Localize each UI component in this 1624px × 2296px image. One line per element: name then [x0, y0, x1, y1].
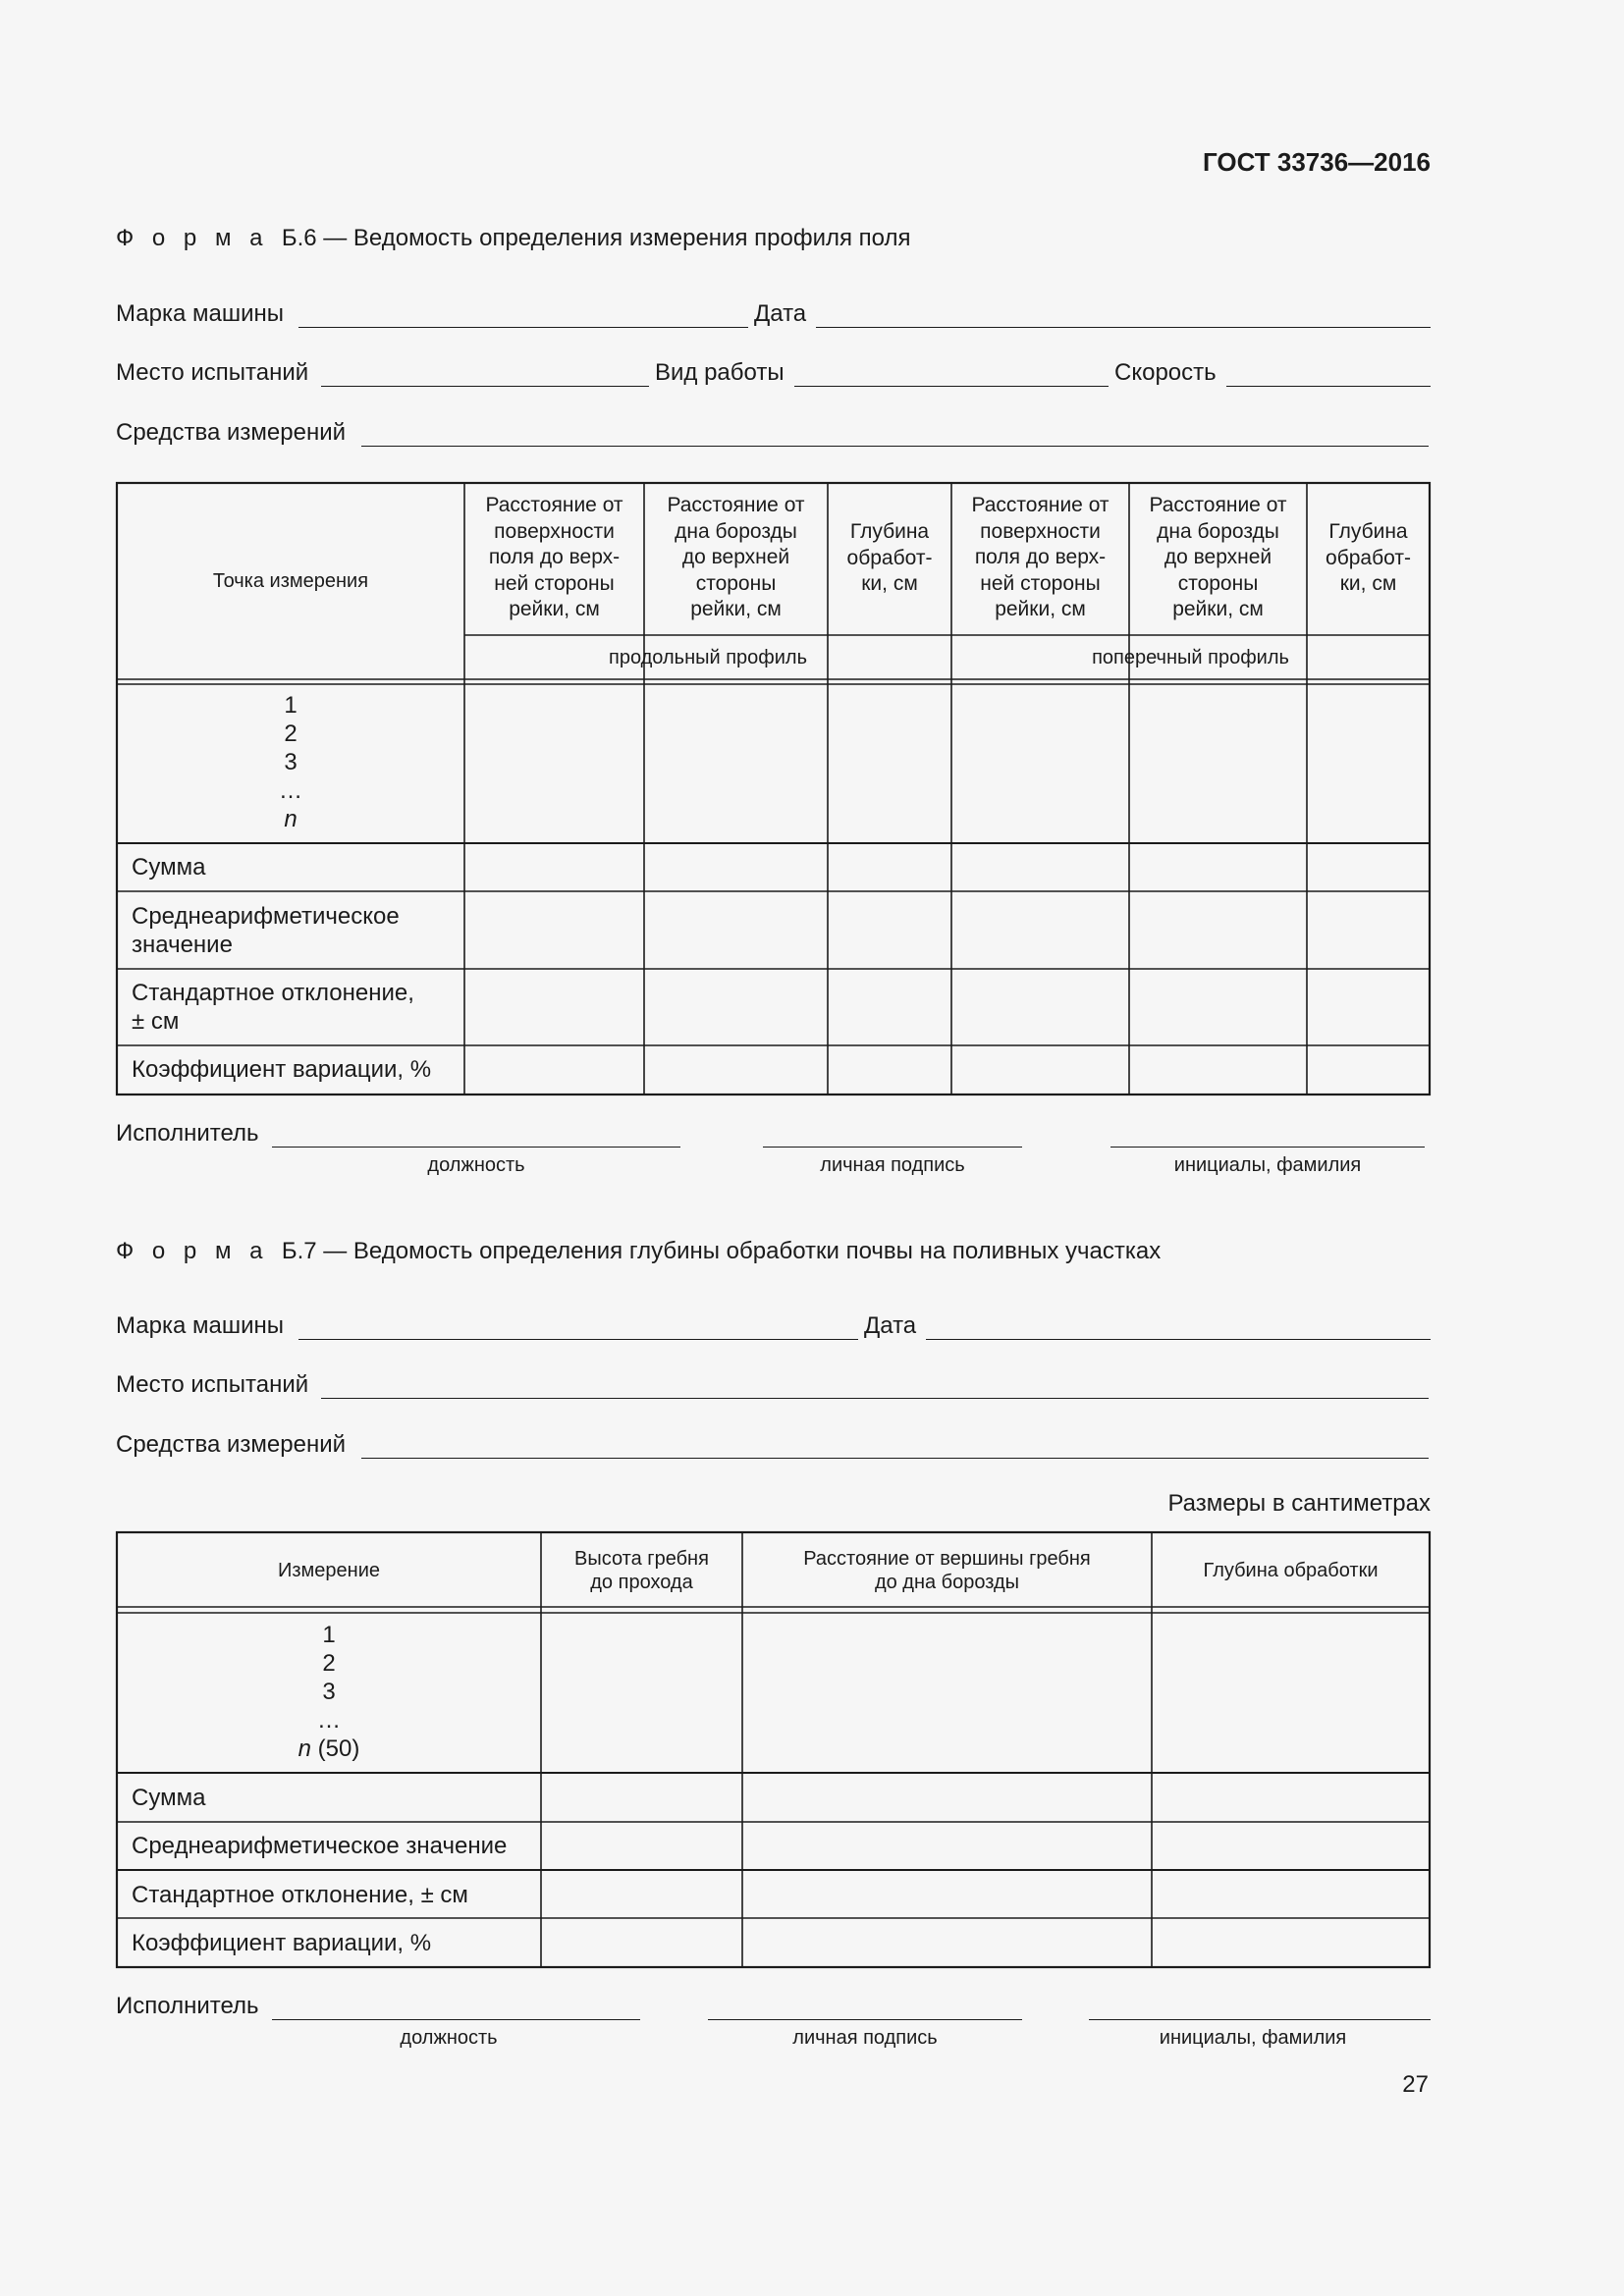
header-line: дна борозды — [1157, 519, 1279, 543]
document-code: ГОСТ 33736—2016 — [1203, 147, 1431, 177]
b6-machine-label: Марка машины — [116, 300, 285, 327]
b6-caption-name: инициалы, фамилия — [1173, 1154, 1362, 1176]
header-line: ней стороны — [980, 571, 1101, 595]
b6-place-label: Место испытаний — [116, 359, 309, 386]
b6-caption-signature: личная подпись — [820, 1154, 965, 1176]
b7-tools-label: Средства измерений — [116, 1431, 347, 1458]
b7-col-measure-header: Измерение — [277, 1559, 380, 1581]
point-number: 1 — [284, 692, 298, 719]
b6-col-point-header: Точка измерения — [212, 570, 369, 592]
header-line: Расстояние от — [1149, 494, 1287, 516]
point-number: 2 — [322, 1650, 336, 1677]
header-line: Глубина — [1328, 520, 1408, 543]
header-line: стороны — [1177, 571, 1259, 595]
b6-group-cross: поперечный профиль — [1092, 647, 1289, 668]
b7-col-header-3: Глубина обработки — [1203, 1559, 1379, 1581]
header-line: рейки, см — [509, 598, 600, 620]
b7-row-stddev: Стандартное отклонение, ± см — [132, 1882, 468, 1908]
point-number: … — [279, 777, 302, 804]
b7-col-header-1 — [543, 1534, 740, 1606]
header-line: рейки, см — [995, 598, 1086, 620]
point-number: 2 — [284, 721, 298, 747]
row-label-line: значение — [132, 932, 233, 958]
header-line: поля до верх- — [488, 546, 621, 568]
header-line: ки, см — [861, 572, 918, 595]
header-line: Глубина — [849, 520, 930, 543]
header-line: ки, см — [1339, 572, 1397, 595]
b7-date-label: Дата — [864, 1312, 917, 1339]
b6-speed-label: Скорость — [1114, 359, 1217, 386]
b6-tools-label: Средства измерений — [116, 419, 347, 446]
b6-row-variation: Коэффициент вариации, % — [132, 1056, 432, 1083]
b7-point-list — [119, 1621, 539, 1763]
b7-executor-signature-field[interactable] — [708, 2019, 1022, 2020]
b6-date-label: Дата — [754, 300, 807, 327]
header-line: стороны — [695, 571, 777, 595]
header-line: Расстояние от — [667, 494, 805, 516]
header-line: рейки, см — [1172, 598, 1264, 620]
header-line: до прохода — [590, 1571, 693, 1593]
row-label-line: ± см — [132, 1008, 180, 1035]
point-number: … — [317, 1707, 341, 1734]
header-line: до верхней — [1164, 546, 1272, 568]
point-number: n — [284, 806, 298, 832]
b7-executor-name-field[interactable] — [1089, 2019, 1431, 2020]
form-b7-title-text: Б.7 — Ведомость определения глубины обработки почвы на поливных участках — [281, 1238, 1162, 1264]
header-line: до дна борозды — [874, 1571, 1020, 1593]
point-number-last — [119, 1735, 539, 1763]
point-n-count: (50) — [311, 1735, 360, 1762]
header-line: обработ- — [846, 546, 933, 569]
b7-caption-position: должность — [400, 2027, 498, 2049]
b7-row-mean: Среднеарифметическое значение — [132, 1833, 508, 1859]
form-b6-title-text: Б.6 — Ведомость определения измерения профиля поля — [281, 225, 911, 251]
header-line: до верхней — [681, 546, 790, 568]
b6-group-longitudinal: продольный профиль — [608, 647, 808, 668]
form-b6-title-prefix: Ф о р м а — [116, 225, 269, 251]
b7-place-label: Место испытаний — [116, 1371, 309, 1398]
header-line: Высота гребня — [574, 1547, 709, 1570]
b7-caption-name: инициалы, фамилия — [1159, 2027, 1347, 2049]
b7-executor-position-field[interactable] — [272, 2019, 640, 2020]
b6-work-label: Вид работы — [655, 359, 785, 386]
header-line: Расстояние от — [971, 494, 1110, 516]
header-line: поля до верх- — [974, 546, 1107, 568]
header-line: поверхности — [980, 519, 1101, 543]
header-line: Расстояние от — [485, 494, 623, 516]
row-label-line: Стандартное отклонение, — [132, 980, 414, 1006]
row-label-line: Среднеарифметическое — [132, 903, 400, 930]
b6-caption-position: должность — [427, 1154, 525, 1176]
b6-executor-label: Исполнитель — [116, 1120, 259, 1147]
b7-units-note: Размеры в сантиметрах — [1167, 1490, 1431, 1517]
header-line: обработ- — [1326, 546, 1411, 569]
b7-row-sum: Сумма — [132, 1785, 206, 1811]
point-n: n — [298, 1735, 311, 1762]
header-line: поверхности — [494, 519, 615, 543]
header-line: ней стороны — [494, 571, 615, 595]
page-number: 27 — [1402, 2071, 1429, 2098]
b7-col-header-2 — [744, 1534, 1150, 1606]
point-number: 3 — [322, 1679, 336, 1705]
form-b7-title-prefix: Ф о р м а — [116, 1238, 269, 1264]
point-number: 3 — [284, 749, 298, 775]
b7-row-variation: Коэффициент вариации, % — [132, 1930, 432, 1956]
header-line: рейки, см — [690, 598, 782, 620]
b7-machine-label: Марка машины — [116, 1312, 285, 1339]
point-number: 1 — [322, 1622, 336, 1648]
b7-caption-signature: личная подпись — [792, 2027, 938, 2049]
b7-executor-label: Исполнитель — [116, 1993, 259, 2019]
header-line: Расстояние от вершины гребня — [803, 1547, 1091, 1570]
header-line: дна борозды — [675, 519, 797, 543]
b6-row-sum: Сумма — [132, 854, 206, 881]
